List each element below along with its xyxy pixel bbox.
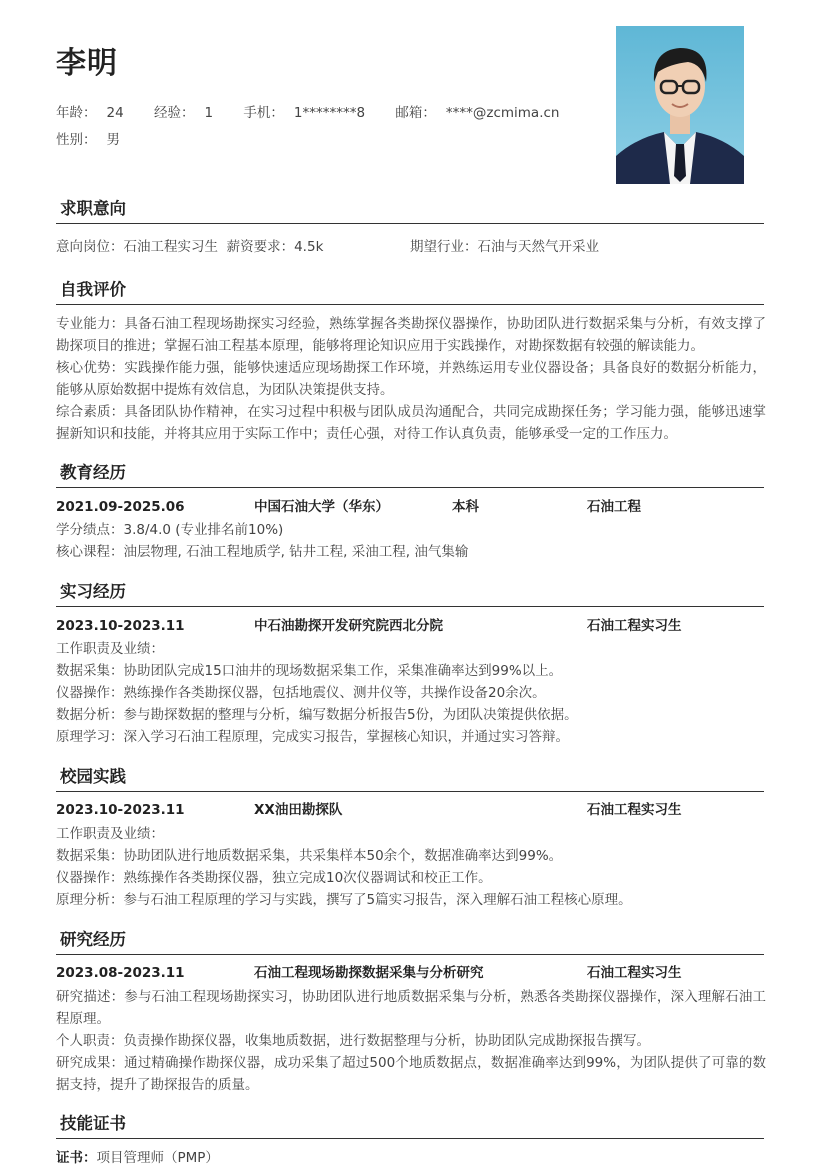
campus-details <box>56 823 764 911</box>
campus-line: 数据采集：协助团队进行地质数据采集，共采集样本50余个，数据准确率达到99%。 <box>56 848 563 864</box>
research-details <box>56 986 766 1096</box>
education-header <box>56 496 764 518</box>
research-paragraph: 个人职责：负责操作勘探仪器，收集地质数据，进行数据整理与分析，协助团队完成勘探报告撰写。 <box>56 1033 650 1049</box>
internship-date: 2023.10-2023.11 <box>56 618 185 634</box>
section-title-skills: 技能证书 <box>56 1113 764 1139</box>
campus-header <box>56 799 764 821</box>
profile-photo <box>616 26 744 184</box>
research-project: 石油工程现场勘探数据采集与分析研究 <box>254 965 484 981</box>
education-line: 学分绩点：3.8/4.0 (专业排名前10%) <box>56 522 284 538</box>
internship-details <box>56 638 764 748</box>
intent-row <box>56 236 764 258</box>
internship-line: 工作职责及业绩： <box>56 641 164 657</box>
education-school: 中国石油大学（华东） <box>254 499 389 515</box>
intent-industry: 期望行业：石油与天然气开采业 <box>410 239 599 255</box>
section-title-education: 教育经历 <box>56 462 764 488</box>
experience-value: 1 <box>204 105 214 121</box>
section-title-campus: 校园实践 <box>56 766 764 792</box>
phone-value: 1********8 <box>293 105 366 121</box>
skills-cert-row <box>56 1147 764 1169</box>
campus-date: 2023.10-2023.11 <box>56 802 185 818</box>
internship-line: 原理学习：深入学习石油工程原理，完成实习报告，掌握核心知识，并通过实习答辩。 <box>56 729 569 745</box>
self-eval-paragraph: 综合素质：具备团队协作精神，在实习过程中积极与团队成员沟通配合，共同完成勘探任务；学习能力强，能够迅速掌握新知识和技能，并将其应用于实际工作中；责任心强，对待工作认真负责，能够承受一定的工作压力。 <box>56 404 766 442</box>
self-eval-paragraph: 专业能力：具备石油工程现场勘探实习经验，熟练掌握各类勘探仪器操作，协助团队进行数据采集与分析，有效支撑了勘探项目的推进；掌握石油工程基本原理，能够将理论知识应用于实践操作，对勘探数据有较强的解读能力。 <box>56 316 766 354</box>
education-major: 石油工程 <box>587 499 641 515</box>
self-eval-text <box>56 313 766 445</box>
education-line: 核心课程：油层物理, 石油工程地质学, 钻井工程, 采油工程, 油气集输 <box>56 544 469 560</box>
gender-row: 性别： 男 <box>56 132 120 148</box>
education-details <box>56 519 764 563</box>
research-paragraph: 研究描述：参与石油工程现场勘探实习，协助团队进行地质数据采集与分析，熟悉各类勘探仪器操作，深入理解石油工程原理。 <box>56 989 766 1027</box>
cert-label: 证书： <box>56 1150 97 1166</box>
campus-org: XX油田勘探队 <box>254 802 343 818</box>
internship-line: 数据采集：协助团队完成15口油井的现场数据采集工作，采集准确率达到99%以上。 <box>56 663 563 679</box>
internship-line: 数据分析：参与勘探数据的整理与分析，编写数据分析报告5份，为团队决策提供依据。 <box>56 707 578 723</box>
section-title-self-eval: 自我评价 <box>56 279 764 305</box>
self-eval-paragraph: 核心优势：实践操作能力强，能够快速适应现场勘探工作环境，并熟练运用专业仪器设备；具备良好的数据分析能力，能够从原始数据中提炼有效信息，为团队决策提供支持。 <box>56 360 766 398</box>
research-role: 石油工程实习生 <box>587 965 682 981</box>
campus-line: 工作职责及业绩： <box>56 826 164 842</box>
cert-value: 项目管理师（PMP） <box>96 1150 219 1166</box>
internship-line: 仪器操作：熟练操作各类勘探仪器，包括地震仪、测井仪等，共操作设备20余次。 <box>56 685 546 701</box>
internship-header <box>56 615 764 637</box>
gender-value: 男 <box>106 132 120 148</box>
education-degree: 本科 <box>452 499 479 515</box>
campus-line: 仪器操作：熟练操作各类勘探仪器，独立完成10次仪器调试和校正工作。 <box>56 870 492 886</box>
campus-role: 石油工程实习生 <box>587 802 682 818</box>
research-header <box>56 962 764 984</box>
intent-position: 意向岗位：石油工程实习生 <box>56 239 218 255</box>
section-title-internship: 实习经历 <box>56 581 764 607</box>
internship-role: 石油工程实习生 <box>587 618 682 634</box>
internship-org: 中石油勘探开发研究院西北分院 <box>254 618 443 634</box>
research-paragraph: 研究成果：通过精确操作勘探仪器，成功采集了超过500个地质数据点，数据准确率达到99%，为团队提供了可靠的数据支持，提升了勘探报告的质量。 <box>56 1055 766 1093</box>
intent-salary: 薪资要求：4.5k <box>226 239 324 255</box>
campus-line: 原理分析：参与石油工程原理的学习与实践，撰写了5篇实习报告，深入理解石油工程核心原理。 <box>56 892 632 908</box>
portrait-illustration <box>616 26 744 184</box>
email-value: ****@zcmima.cn <box>445 105 560 121</box>
section-title-intent: 求职意向 <box>56 198 764 224</box>
age-value: 24 <box>106 105 124 121</box>
section-title-research: 研究经历 <box>56 929 764 955</box>
candidate-name: 李明 <box>56 46 118 81</box>
basic-info-row: 年龄： 24 经验： 1 手机： 1********8 邮箱： ****@zcmima.cn <box>56 105 560 121</box>
education-date: 2021.09-2025.06 <box>56 499 185 515</box>
research-date: 2023.08-2023.11 <box>56 965 185 981</box>
